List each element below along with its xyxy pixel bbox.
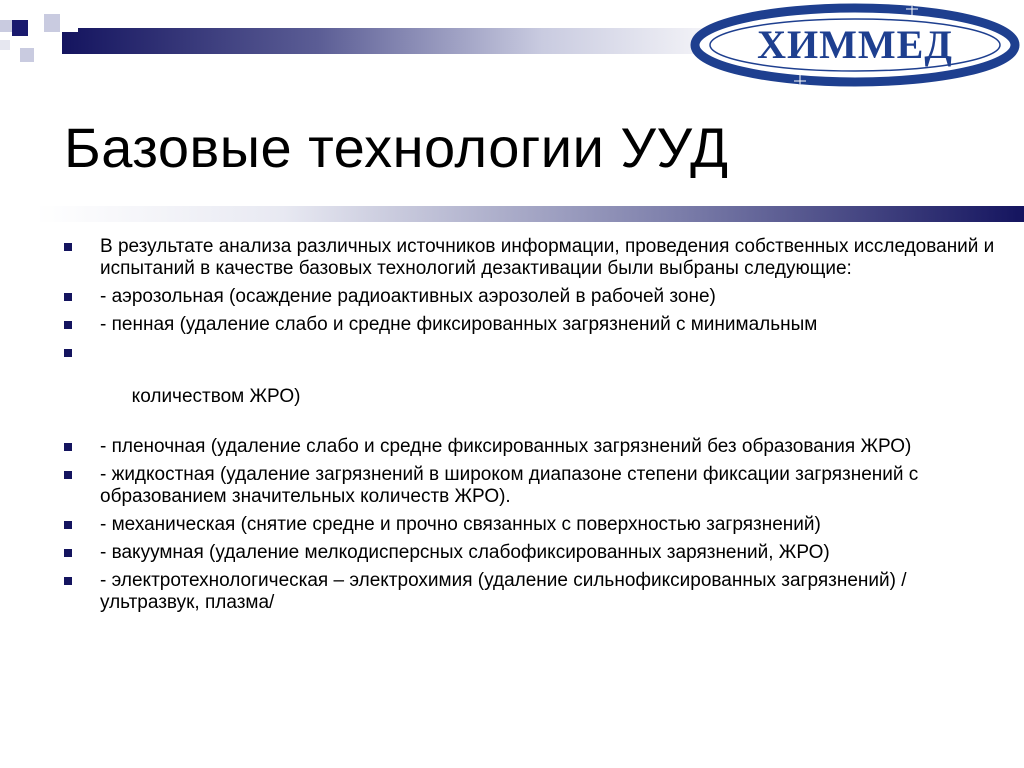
decor-square	[20, 48, 34, 62]
list-item-text: - электротехнологическая – электрохимия (удаление сильнофиксированных загрязнений) /ультразвук, плазма/	[100, 570, 907, 613]
decor-square	[0, 40, 10, 50]
list-item	[62, 542, 1002, 564]
decor-square	[60, 14, 78, 32]
company-logo	[690, 2, 1020, 88]
bullet-square-icon	[64, 243, 72, 251]
bullet-list	[62, 236, 1002, 620]
decor-square	[12, 20, 28, 36]
bullet-square-icon	[64, 521, 72, 529]
bullet-square-icon	[64, 443, 72, 451]
list-item	[62, 286, 1002, 308]
list-item-text: - жидкостная (удаление загрязнений в широком диапазоне степени фиксации загрязнений с образованием значительных количеств ЖРО).	[100, 464, 919, 507]
list-item-text: - вакуумная (удаление мелкодисперсных слабофиксированных зарязнений, ЖРО)	[100, 542, 830, 563]
list-item	[62, 464, 1002, 508]
list-item-text: - пленочная (удаление слабо и средне фиксированных загрязнений без образования ЖРО)	[100, 436, 912, 457]
bullet-square-icon	[64, 577, 72, 585]
header-gradient-bar	[62, 28, 702, 54]
list-item-text: - пенная (удаление слабо и средне фиксированных загрязнений с минимальным	[100, 314, 818, 335]
bullet-square-icon	[64, 293, 72, 301]
bullet-square-icon	[64, 471, 72, 479]
slide-title: Базовые технологии УУД	[64, 116, 729, 179]
bullet-square-icon	[64, 349, 72, 357]
list-item	[62, 236, 1002, 280]
list-item-text: В результате анализа различных источников информации, проведения собственных исследований и испытаний в качестве базовых технологий дезактивации были выбраны следующие:	[100, 236, 995, 279]
bullet-square-icon	[64, 549, 72, 557]
list-item	[62, 436, 1002, 458]
list-item	[62, 342, 1002, 430]
list-item	[62, 314, 1002, 336]
decor-square	[28, 32, 44, 48]
list-item-text: количеством ЖРО)	[121, 386, 301, 407]
bullet-square-icon	[64, 321, 72, 329]
list-item	[62, 570, 1002, 614]
list-item-text: - механическая (снятие средне и прочно связанных с поверхностью загрязнений)	[100, 514, 821, 535]
list-item	[62, 514, 1002, 536]
decor-square	[0, 20, 12, 32]
list-item-text: - аэрозольная (осаждение радиоактивных аэрозолей в рабочей зоне)	[100, 286, 716, 307]
title-gradient-bar	[36, 206, 1024, 222]
logo-text: ХИММЕД	[757, 22, 953, 67]
